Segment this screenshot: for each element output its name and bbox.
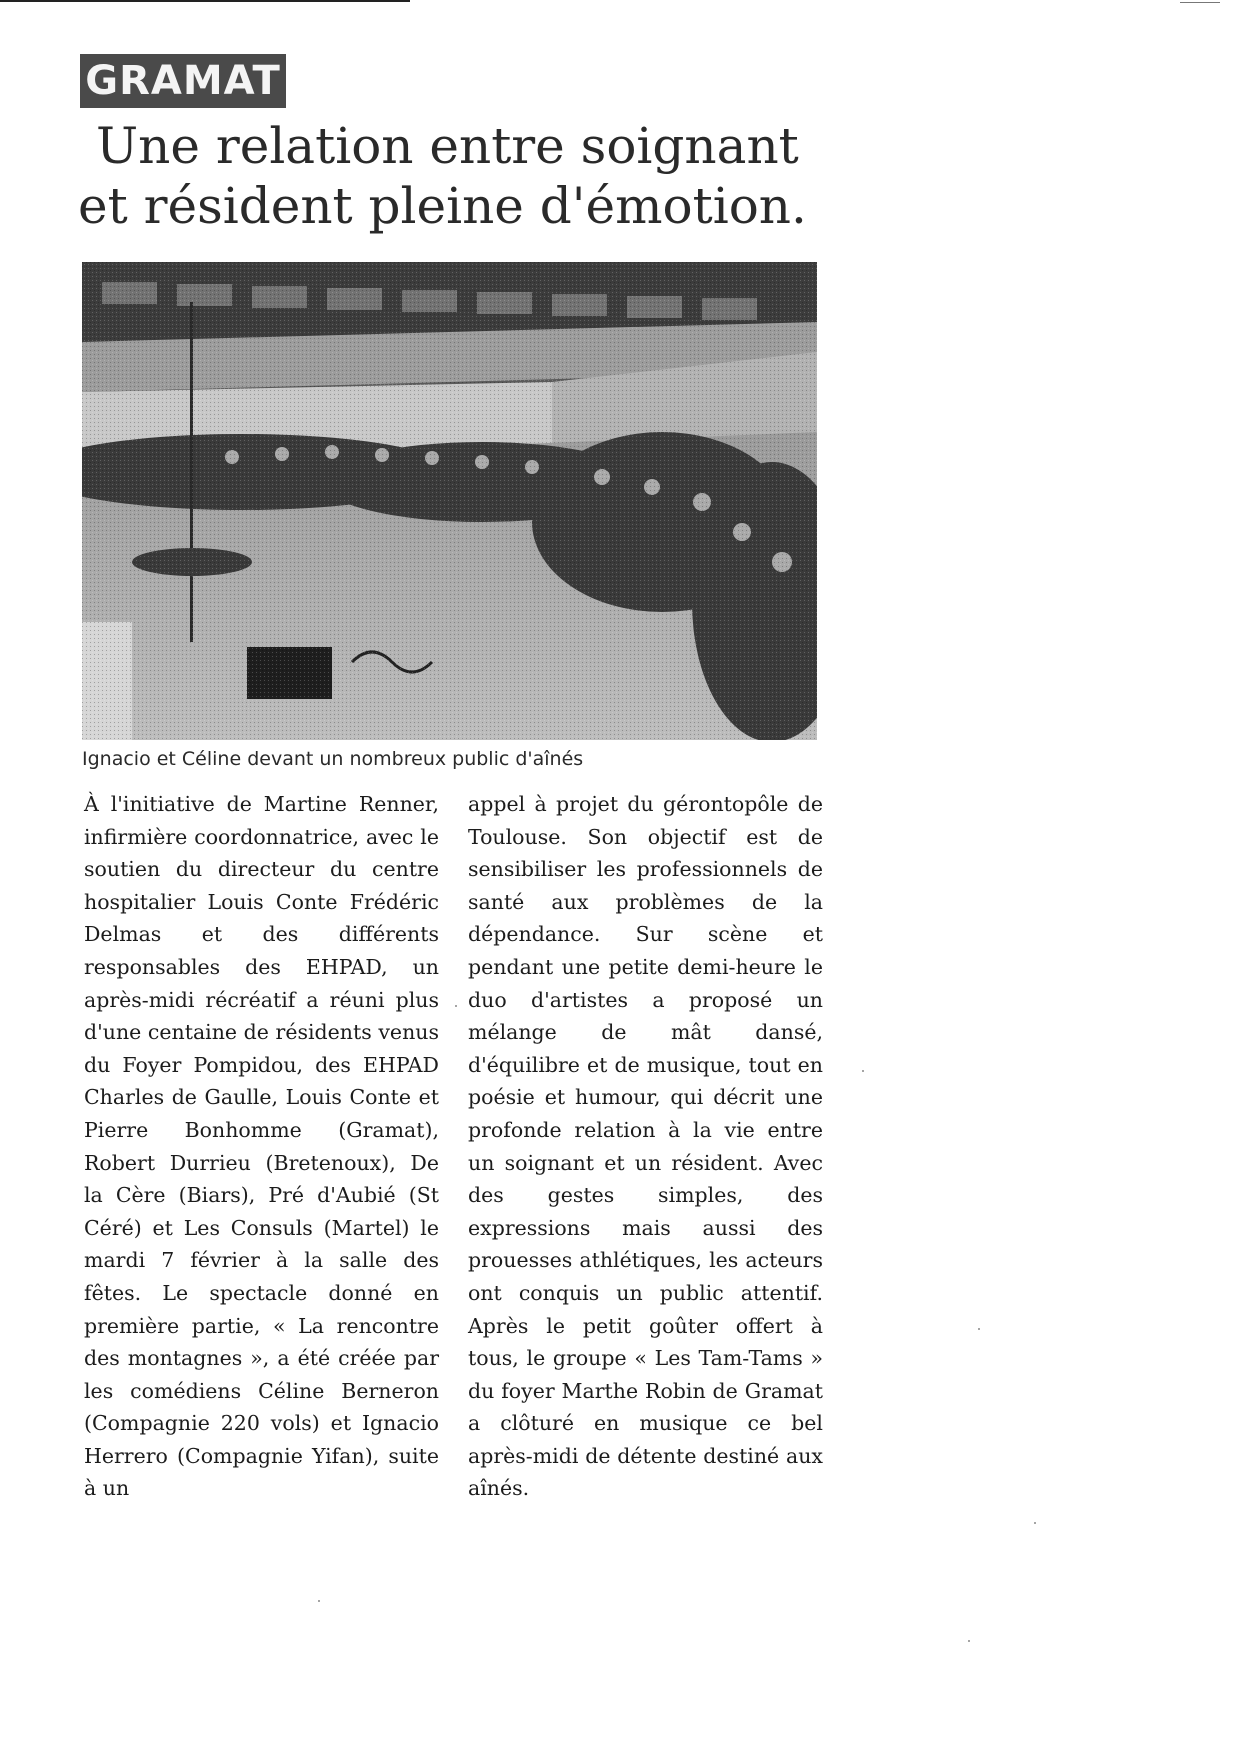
scan-top-rule-right — [1180, 2, 1220, 3]
photo-caption: Ignacio et Céline devant un nombreux public d'aînés — [82, 748, 584, 770]
scan-top-rule — [0, 0, 410, 2]
scan-speck — [455, 1005, 457, 1007]
headline — [78, 116, 838, 236]
article-photo — [82, 262, 817, 740]
headline-line-1: Une relation entre soignant — [96, 117, 799, 175]
scan-speck — [968, 1640, 970, 1642]
photo-illustration — [82, 262, 817, 740]
scan-speck — [862, 1070, 864, 1072]
scan-speck — [318, 1600, 320, 1602]
headline-line-2: et résident pleine d'émotion. — [78, 177, 807, 235]
article-column-left: À l'initiative de Martine Renner, infirmière coordonnatrice, avec le soutien du directeur du centre hospitalier Louis Conte Frédéric Delmas et des différents responsables des EHPAD, un après-midi récréatif a réuni plus d'une centaine de résidents venus du Foyer Pompidou, des EHPAD Charles de Gaulle, Louis Conte et Pierre Bonhomme (Gramat), Robert Durrieu (Bretenoux), De la Cère (Biars), Pré d'Aubié (St Céré) et Les Consuls (Martel) le mardi 7 février à la salle des fêtes. Le spectacle donné en première partie, « La rencontre des montagnes », a été créée par les comédiens Céline Berneron (Compagnie 220 vols) et Ignacio Herrero (Compagnie Yifan), suite à un — [84, 792, 439, 1501]
section-tag — [80, 54, 286, 108]
scan-speck — [1034, 1522, 1036, 1524]
section-label: GRAMAT — [85, 58, 281, 104]
scan-speck — [978, 1328, 980, 1330]
article-column-right: appel à projet du gérontopôle de Toulouse. Son objectif est de sensibiliser les professionnels de santé aux problèmes de la dépendance. Sur scène et pendant une petite demi-heure le duo d'artistes a proposé un mélange de mât dansé, d'équilibre et de musique, tout en poésie et humour, qui décrit une profonde relation à la vie entre un soignant et un résident. Avec des gestes simples, des expressions mais aussi des prouesses athlétiques, les acteurs ont conquis un public attentif. Après le petit goûter offert à tous, le groupe « Les Tam-Tams » du foyer Marthe Robin de Gramat a clôturé en musique ce bel après-midi de détente destiné aux aînés. — [468, 792, 823, 1501]
